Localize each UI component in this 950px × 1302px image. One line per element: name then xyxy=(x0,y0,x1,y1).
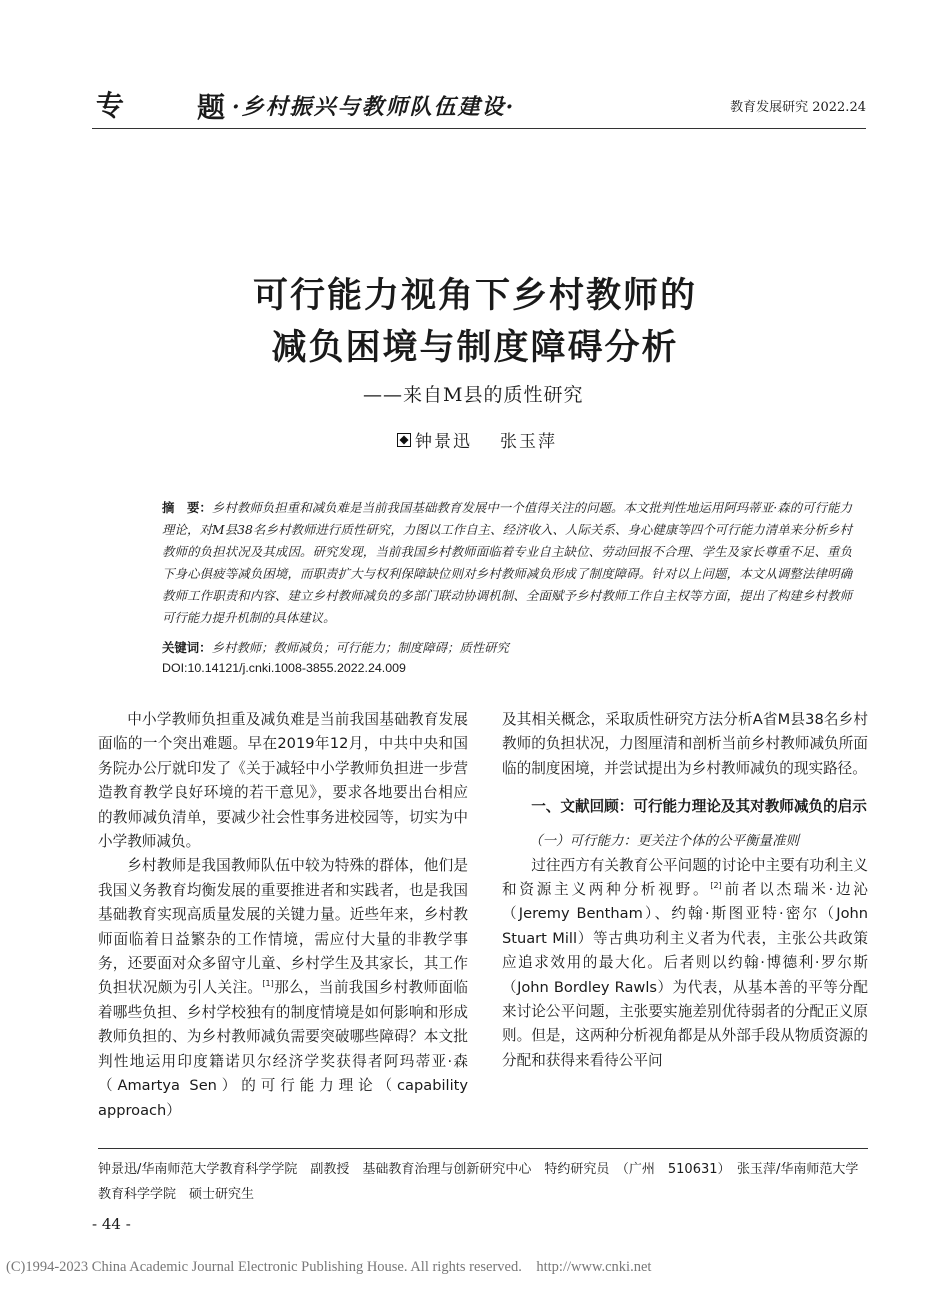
column-label-ti: 题 xyxy=(197,91,226,124)
diamond-bullet-icon xyxy=(397,433,411,447)
header-divider xyxy=(92,128,866,129)
paragraph: 乡村教师是我国教师队伍中较为特殊的群体，他们是我国义务教育均衡发展的重要推进者和实践者，也是我国基础教育实现高质量发展的关键力量。近些年来，乡村教师面临着日益繁杂的工作情境，需应付大量的非教学事务，还要面对众多留守儿童、乡村学生及其家长，其工作负担状况颇为引人关注。[1]那么，当前我国乡村教师面临着哪些负担、乡村学校独有的制度情境是如何影响和形成教师负担的、为乡村教师减负需要突破哪些障碍？本文批判性地运用印度籍诺贝尔经济学奖获得者阿玛蒂亚·森（Amartya Sen）的可行能力理论（capability approach） xyxy=(98,857,468,1119)
author-second: 张玉萍 xyxy=(500,432,557,452)
column-label-zhuan: 专 xyxy=(96,89,127,122)
article-title-line-1: 可行能力视角下乡村教师的 xyxy=(252,276,697,316)
doi: DOI:10.14121/j.cnki.1008-3855.2022.24.009 xyxy=(162,661,406,675)
article-title-line-2: 减负困境与制度障碍分析 xyxy=(271,328,679,368)
keywords xyxy=(162,638,852,658)
author-line xyxy=(397,427,557,452)
copyright-watermark: (C)1994-2023 China Academic Journal Electronic Publishing House. All rights reserved. http://www.cnki.net xyxy=(6,1259,652,1275)
abstract xyxy=(162,497,852,629)
citation-ref[interactable]: [1] xyxy=(262,979,274,989)
article-subtitle: ——来自M县的质性研究 xyxy=(363,384,584,406)
author-footnote: 钟景迅/华南师范大学教育科学学院 副教授 基础教育治理与创新研究中心 特约研究员 （广州 510631） 张玉萍/华南师范大学教育科学学院 硕士研究生 xyxy=(98,1162,859,1202)
subsection-heading: （一）可行能力：更关注个体的公平衡量准则 xyxy=(529,833,799,850)
special-topic-heading: ·乡村振兴与教师队伍建设· xyxy=(232,94,516,120)
body-column-right xyxy=(502,708,868,1073)
keywords-text: 乡村教师；教师减负；可行能力；制度障碍；质性研究 xyxy=(211,640,509,655)
abstract-label: 摘 要： xyxy=(162,500,212,515)
keywords-label: 关键词： xyxy=(162,640,212,655)
paragraph: 中小学教师负担重及减负难是当前我国基础教育发展面临的一个突出难题。早在2019年12月，中共中央和国务院办公厅就印发了《关于减轻中小学教师负担进一步营造教育教学良好环境的若干意见》，要求各地要出台相应的教师减负清单，要减少社会性事务进校园等，切实为中小学教师减负。 xyxy=(98,711,468,851)
paragraph: 过往西方有关教育公平问题的讨论中主要有功利主义和资源主义两种分析视野。[2]前者以杰瑞米·边沁（Jeremy Bentham）、约翰·斯图亚特·密尔（John Stuart Mill）等古典功利主义者为代表，主张公共政策应追求效用的最大化。后者则以约翰·博德利·罗尔斯（John Bordley Rawls）为代表，从基本善的平等分配来讨论公平问题，主张要实施差别优待弱者的分配正义原则。但是，这两种分析视角都是从外部手段从物质资源的分配和获得来看待公平问 xyxy=(502,856,868,1069)
section-heading: 一、文献回顾：可行能力理论及其对教师减负的启示 xyxy=(531,798,867,816)
body-column-left xyxy=(98,708,468,1123)
citation-ref[interactable]: [2] xyxy=(710,881,722,891)
footnote-divider xyxy=(98,1148,868,1149)
abstract-text: 乡村教师负担重和减负难是当前我国基础教育发展中一个值得关注的问题。本文批判性地运用阿玛蒂亚·森的可行能力理论，对M县38名乡村教师进行质性研究，力图以工作自主、经济收入、人际关系、身心健康等四个可行能力清单来分析乡村教师的负担状况及其成因。研究发现，当前我国乡村教师面临着专业自主缺位、劳动回报不合理、学生及家长尊重不足、重负下身心俱疲等减负困境，而职责扩大与权利保障缺位则对乡村教师减负形成了制度障碍。针对以上问题，本文从调整法律明确教师工作职责和内容、建立乡村教师减负的多部门联动协调机制、全面赋予乡村教师工作自主权等方面，提出了构建乡村教师可行能力提升机制的具体建议。 xyxy=(162,500,852,625)
page-number: - 44 - xyxy=(92,1215,131,1233)
paragraph: 及其相关概念，采取质性研究方法分析A省M县38名乡村教师的负担状况，力图厘清和剖析当前乡村教师减负所面临的制度困境，并尝试提出为乡村教师减负的现实路径。 xyxy=(502,711,868,777)
journal-issue: 教育发展研究 2022.24 xyxy=(730,100,866,115)
author-first: 钟景迅 xyxy=(415,432,472,452)
